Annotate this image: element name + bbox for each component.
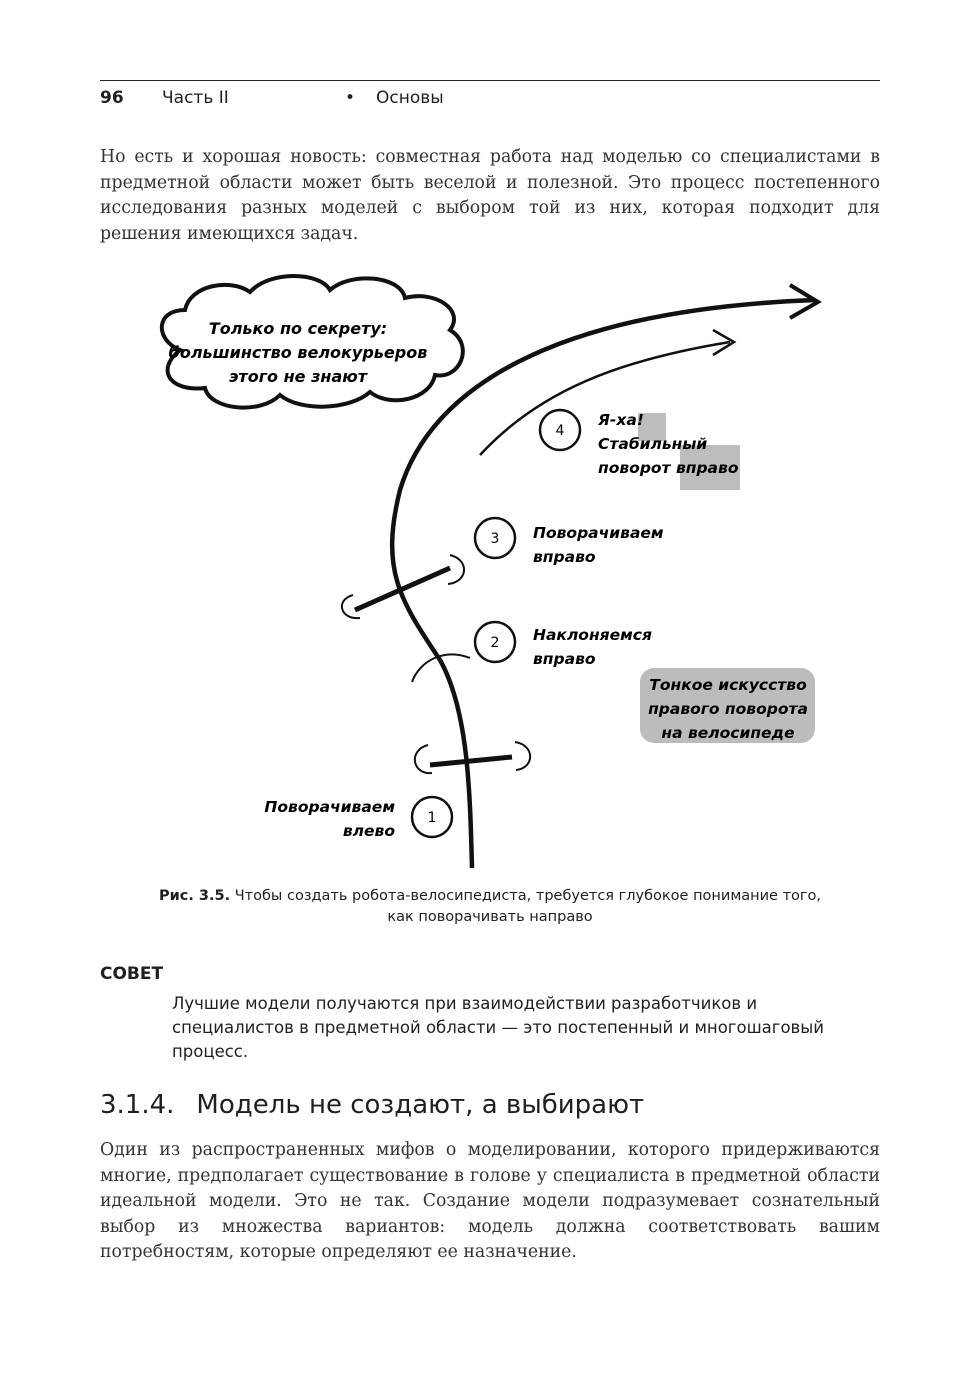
bicycle-turn-figure <box>150 270 830 880</box>
header-separator: • <box>345 88 356 108</box>
handlebar-3 <box>355 568 450 610</box>
section-title: Модель не создают, а выбирают <box>196 1090 645 1120</box>
caption-line-2: как поворачивать направо <box>387 909 593 925</box>
section-paragraph: Один из распространенных мифов о моделировании, которого придерживаются многие, предполагает существование в голове у специалиста в предметной области идеальной модели. Это не так. Создание модели подразумевает сознательный выбор из множества вариантов: модель должна соответствовать вашим потребностям, которые определяют ее назначение. <box>100 1140 880 1262</box>
caption-label: Рис. 3.5. <box>158 888 231 904</box>
rotate-left-mark-1 <box>415 745 432 773</box>
section-heading <box>100 1090 644 1120</box>
part-label: Часть II <box>162 88 229 108</box>
header-rule <box>100 80 880 81</box>
rotate-right-mark-1 <box>515 742 530 770</box>
cloud-line-3: этого не знают <box>228 367 368 386</box>
tip-title: СОВЕТ <box>100 964 164 984</box>
intro-paragraph: Но есть и хорошая новость: совместная работа над моделью со специалистами в предметной области может быть веселой и полезной. Это процесс постепенного исследования разных моделей с выбором той из них, которая подходит для решения имеющихся задач. <box>100 147 880 244</box>
section-number: 3.1.4. <box>100 1090 175 1120</box>
step-1-line-1: Поворачиваем <box>264 798 395 816</box>
step-3-number: 3 <box>490 531 500 547</box>
step-2-number: 2 <box>490 635 500 651</box>
note-line-1: Тонкое искусство <box>649 676 807 694</box>
cloud-line-2: большинство велокурьеров <box>168 343 428 362</box>
note-line-2: правого поворота <box>648 700 808 718</box>
step-4-line-3: поворот вправо <box>598 459 739 477</box>
section-label: Основы <box>376 88 444 108</box>
note-line-3: на велосипеде <box>661 724 795 742</box>
caption-line-1: Чтобы создать робота-велосипедиста, требуется глубокое понимание того, <box>234 888 822 904</box>
cloud-shape <box>162 276 463 408</box>
step-2-line-2: вправо <box>533 650 596 668</box>
step-4-line-2: Стабильный <box>598 435 708 453</box>
step-2-line-1: Наклоняемся <box>533 626 652 644</box>
step-3-line-1: Поворачиваем <box>533 524 664 542</box>
step-4-line-1: Я-ха! <box>598 411 644 429</box>
handlebar-1 <box>430 757 512 765</box>
cloud-line-1: Только по секрету: <box>208 319 388 338</box>
figure-caption <box>130 886 850 928</box>
step-3-line-2: вправо <box>533 548 596 566</box>
step-4-number: 4 <box>555 423 565 439</box>
tip-text: Лучшие модели получаются при взаимодействии разработчиков и специалистов в предметной области — это постепенный и многошаговый процесс. <box>172 994 825 1061</box>
step-1-number: 1 <box>427 810 437 826</box>
step-1-line-2: влево <box>342 822 395 840</box>
page-number: 96 <box>100 88 124 108</box>
trajectory-arrow <box>392 300 815 868</box>
running-header <box>100 88 880 114</box>
